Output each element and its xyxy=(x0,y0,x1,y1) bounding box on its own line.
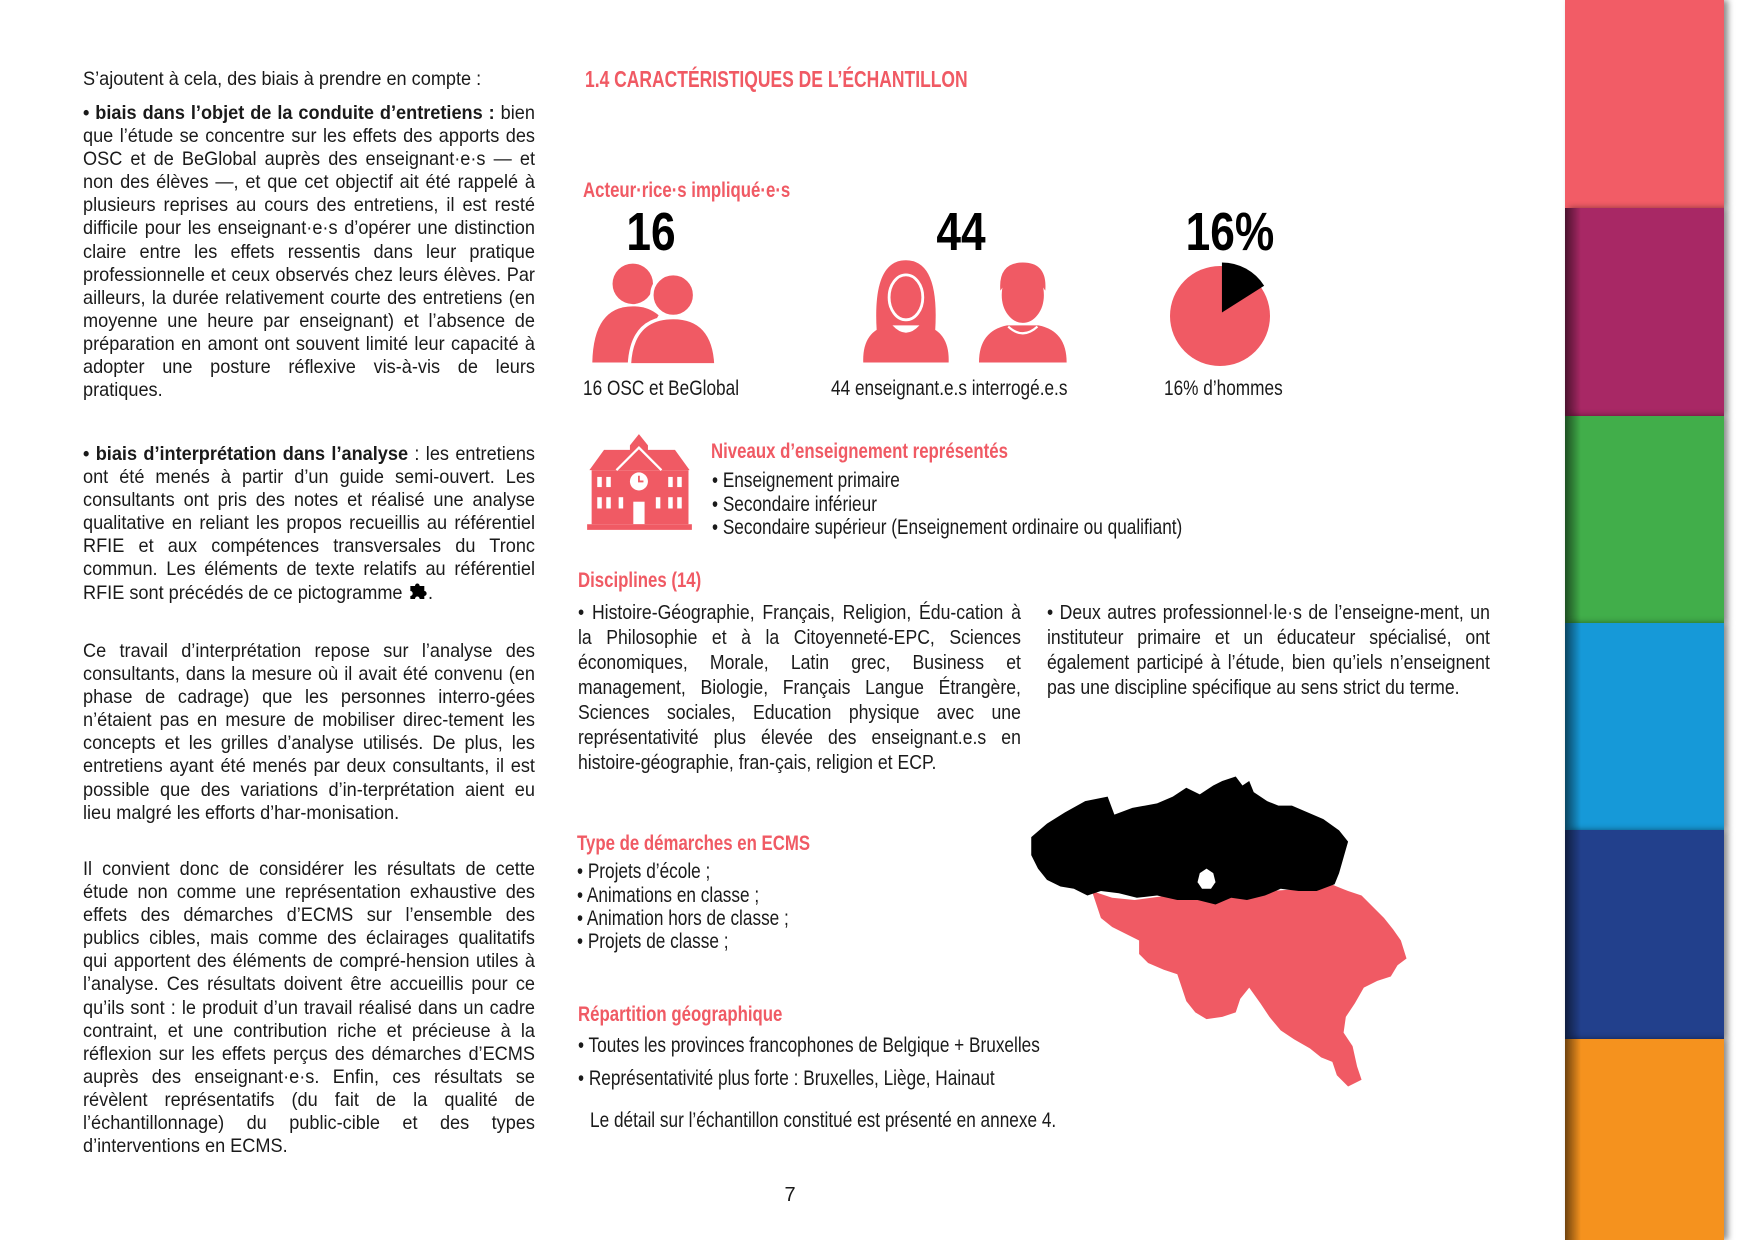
chapter-tab-5[interactable] xyxy=(1565,830,1724,1039)
bias-interpretation-text: : les entretiens ont été menés à partir d’un guide semi-ouvert. Les consultants ont pris des notes et réalisé une analyse qualitative en reliant les propos recueillis au référentiel RFIE et aux compétences transversales du Tronc commun. Les éléments de texte relatifs au référentiel RFIE sont précédés de ce pictogramme xyxy=(83,443,535,604)
disciplines-other: • Deux autres professionnel·le·s de l’enseigne-ment, un instituteur primaire et un éducateur spécialisé, ont également participé à l’étude, bien qu’iels n’enseignent pas une discipline spécifique au sens strict du terme. xyxy=(1047,601,1490,700)
puzzle-icon xyxy=(408,583,428,600)
conclusion-paragraph: Il convient donc de considérer les résultats de cette étude non comme une représentation exhaustive des effets des démarches d’ECMS sur l’ensemble des publics cibles, mais comme des éclairages qualitatifs qui apportent des éléments de compré-hension utiles à l’analyse. Ces résultats doivent être accueillis pour ce qu’ils sont : le produit d’un travail réalisé dans un cadre contraint, et une contribution riche et précieuse à la réflexion sur les effets perçus des démarches d’ECMS auprès des enseignant·e·s. Enfin, ces résultats se révèlent représentatifs (du fait de la qualité de l’échantillonnage) du public-cible et des types d’interventions en ECMS. xyxy=(83,858,535,1158)
annex-note: Le détail sur l’échantillon constitué est présenté en annexe 4. xyxy=(590,1109,1057,1132)
pie-icon xyxy=(1162,258,1278,374)
demarches-heading: Type de démarches en ECMS xyxy=(577,832,811,855)
chapter-tab-6[interactable] xyxy=(1565,1039,1724,1240)
acteurs-heading: Acteur·rice·s impliqué·e·s xyxy=(583,179,791,202)
group-icon xyxy=(590,258,716,367)
bias-interpretation-end: . xyxy=(428,581,434,604)
stat-caption-teachers: 44 enseignant.e.s interrogé.e.s xyxy=(831,377,1068,400)
demarches-item: • Animations en classe ; xyxy=(577,884,760,907)
bias-interpretation-label: • biais d’interprétation dans l’analyse xyxy=(83,443,409,465)
map-wallonia xyxy=(1092,884,1407,1086)
niveaux-heading: Niveaux d’enseignement représentés xyxy=(711,440,1008,463)
interpretation-paragraph: Ce travail d’interprétation repose sur l’analyse des consultants, dans la mesure où il avait été convenu (en phase de cadrage) que les personnes interro-gées n’étaient pas en mesure de mobiliser direc-tement les concepts et les grilles d’analyse utilisés. De plus, les entretiens ayant été menés par deux consultants, il est possible que des variations d’in-terprétation aient eu lieu malgré les efforts d’har-monisation. xyxy=(83,640,535,824)
disciplines-heading: Disciplines (14) xyxy=(578,569,702,592)
stat-value-men: 16% xyxy=(1185,202,1275,262)
chapter-tab-3[interactable] xyxy=(1565,416,1724,623)
chapter-tab-2[interactable] xyxy=(1565,208,1724,416)
stat-caption-osc: 16 OSC et BeGlobal xyxy=(583,377,740,400)
demarches-item: • Projets d’école ; xyxy=(577,860,711,883)
chapter-tab-1[interactable] xyxy=(1565,0,1724,208)
niveaux-item: • Secondaire inférieur xyxy=(712,493,877,516)
section-title: 1.4 CARACTÉRISTIQUES DE L’ÉCHANTILLON xyxy=(585,66,968,92)
bias-conduct-paragraph xyxy=(83,102,535,402)
school-icon xyxy=(586,433,693,531)
stat-value-osc: 16 xyxy=(626,202,676,262)
chapter-tab-4[interactable] xyxy=(1565,623,1724,830)
belgium-map xyxy=(1029,774,1411,1089)
stat-caption-men: 16% d’hommes xyxy=(1164,377,1283,400)
repartition-item: • Toutes les provinces francophones de Belgique + Bruxelles xyxy=(578,1034,1040,1057)
demarches-item: • Projets de classe ; xyxy=(577,930,729,953)
woman-man-icon xyxy=(861,258,1070,367)
bias-conduct-text: bien que l’étude se concentre sur les effets des apports des OSC et de BeGlobal auprès des enseignant·e·s — et non des élèves —, et que cet objectif ait été rappelé à plusieurs reprises au cours des entretiens, il est resté difficile pour les enseignant·e·s d’opérer une distinction claire entre les effets ressentis dans leur pratique professionnelle et ceux observés chez leurs élèves. Par ailleurs, la durée relativement courte des entretiens (en moyenne une heure par enseignant) et l’absence de préparation en amont ont souvent limité leur capacité à adopter une posture réflexive vis-à-vis de leurs pratiques. xyxy=(83,102,535,402)
map-flanders xyxy=(1031,776,1348,904)
niveaux-item: • Enseignement primaire xyxy=(712,469,900,492)
bias-conduct-label: • biais dans l’objet de la conduite d’entretiens : xyxy=(83,102,495,124)
page-number: 7 xyxy=(784,1184,796,1206)
repartition-item: • Représentativité plus forte : Bruxelles, Liège, Hainaut xyxy=(578,1067,995,1090)
stat-value-teachers: 44 xyxy=(936,202,986,262)
repartition-heading: Répartition géographique xyxy=(578,1003,783,1026)
demarches-item: • Animation hors de classe ; xyxy=(577,907,789,930)
intro-text: S’ajoutent à cela, des biais à prendre en compte : xyxy=(83,68,482,90)
disciplines-list: • Histoire-Géographie, Français, Religion, Édu-cation à la Philosophie et à la Citoyenneté-EPC, Sciences économiques, Morale, Latin grec, Business et management, Biologie, Français Langue Étrangère, Sciences sociales, Education physique avec une représentativité plus élevée des enseignant.e.s en histoire-géographie, fran-çais, religion et ECP. xyxy=(578,601,1021,775)
bias-interpretation-paragraph xyxy=(83,443,535,605)
niveaux-item: • Secondaire supérieur (Enseignement ordinaire ou qualifiant) xyxy=(712,516,1183,539)
